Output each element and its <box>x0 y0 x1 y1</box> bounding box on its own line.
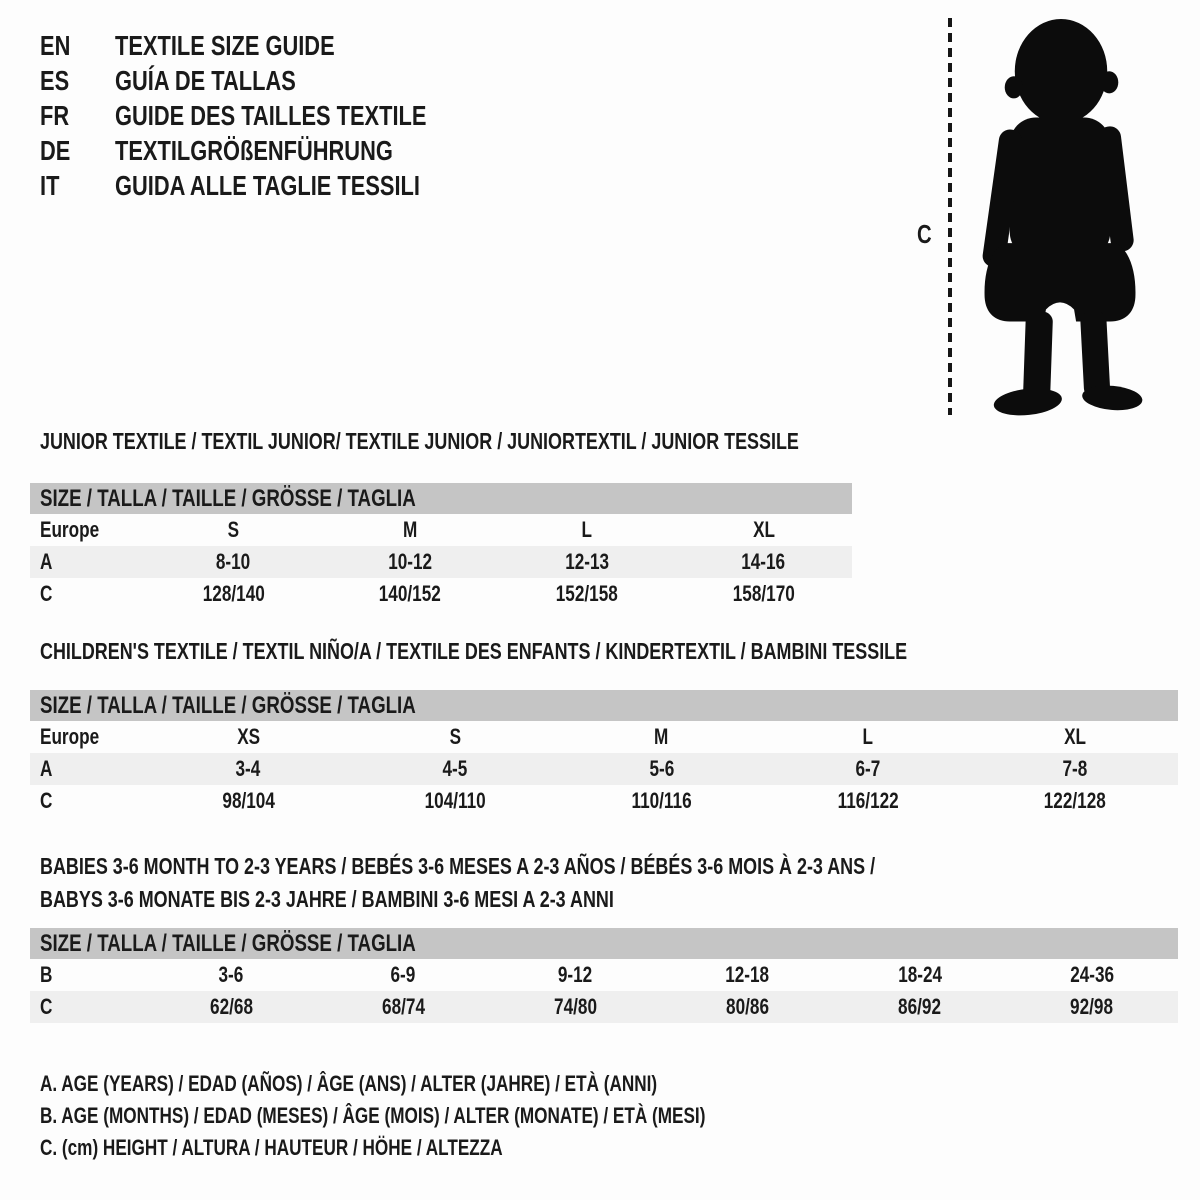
cell-value-text: M <box>654 724 669 749</box>
cell-value-text: 116/122 <box>837 788 899 813</box>
size-header-bar <box>30 483 852 514</box>
language-row <box>40 168 514 203</box>
table-row <box>30 514 852 546</box>
row-label <box>30 581 145 607</box>
size-table-children <box>30 690 1178 817</box>
cell-value-text: 128/140 <box>202 581 265 606</box>
cell-value-text: 9-12 <box>558 962 593 987</box>
language-row <box>40 98 514 133</box>
cell-value <box>1006 994 1178 1020</box>
cell-value <box>352 756 559 782</box>
cell-value-text: 152/158 <box>555 581 618 606</box>
cell-value-text: L <box>862 724 874 749</box>
language-title-block <box>40 28 514 203</box>
cell-value-text: 8-10 <box>216 549 251 574</box>
language-row <box>40 133 514 168</box>
cell-value <box>322 549 499 575</box>
size-table-junior <box>30 483 852 610</box>
row-label <box>30 788 145 814</box>
size-header-label: SIZE / TALLA / TAILLE / GRÖSSE / TAGLIA <box>40 929 416 957</box>
table-row <box>30 753 1178 785</box>
cell-value-text: 6-7 <box>855 756 881 781</box>
size-header-bar <box>30 690 1178 721</box>
section-babies-textile <box>30 850 1178 1023</box>
section-title: CHILDREN'S TEXTILE / TEXTIL NIÑO/A / TEXTILE DES ENFANTS / KINDERTEXTIL / BAMBINI TESSILE <box>40 638 908 664</box>
cell-value <box>558 788 765 814</box>
cell-value <box>145 581 322 607</box>
size-table-babies <box>30 928 1178 1023</box>
cell-value-text: S <box>227 517 240 542</box>
legend-line-b: B. AGE (MONTHS) / EDAD (MESES) / ÂGE (MOIS) / ALTER (MONATE) / ETÀ (MESI) <box>40 1103 706 1128</box>
table-row <box>30 991 1178 1023</box>
cell-value <box>1006 962 1178 988</box>
cell-value <box>765 756 972 782</box>
table-row <box>30 578 852 610</box>
baby-height-figure <box>915 14 1160 420</box>
cell-value-text: 24-36 <box>1069 962 1114 987</box>
guide-title: GUIDE DES TAILLES TEXTILE <box>115 99 427 131</box>
guide-title: GUIDA ALLE TAGLIE TESSILI <box>115 169 420 201</box>
cell-value-text: 5-6 <box>649 756 674 781</box>
section-title-line1: BABIES 3-6 MONTH TO 2-3 YEARS / BEBÉS 3-6 MESES A 2-3 AÑOS / BÉBÉS 3-6 MOIS À 2-3 ANS / <box>40 853 876 879</box>
cell-value-text: 14-16 <box>741 549 786 574</box>
cell-value <box>834 962 1006 988</box>
legend-line-a: A. AGE (YEARS) / EDAD (AÑOS) / ÂGE (ANS) / ALTER (JAHRE) / ETÀ (ANNI) <box>40 1071 658 1096</box>
cell-value <box>499 581 676 607</box>
row-label-text: Europe <box>40 724 100 749</box>
cell-value-text: 80/86 <box>726 994 770 1019</box>
row-label <box>30 994 145 1020</box>
row-label <box>30 756 145 782</box>
cell-value-text: 104/110 <box>424 788 486 813</box>
row-label-text: C <box>40 994 53 1019</box>
cell-value-text: M <box>402 517 418 542</box>
guide-title: GUÍA DE TALLAS <box>115 64 296 96</box>
language-code: EN <box>40 29 71 61</box>
cell-value-text: XS <box>236 724 260 749</box>
cell-value <box>145 962 317 988</box>
section-children-textile <box>30 640 1178 817</box>
height-dashed-line <box>948 18 952 415</box>
cell-value-text: 12-13 <box>564 549 609 574</box>
row-label <box>30 517 145 543</box>
cell-value <box>971 788 1178 814</box>
cell-value-text: 98/104 <box>222 788 275 813</box>
row-label-text: A <box>40 756 53 781</box>
cell-value <box>489 962 661 988</box>
cell-value <box>675 581 852 607</box>
height-measure-label: C <box>917 219 932 249</box>
legend <box>40 1068 893 1164</box>
cell-value-text: S <box>449 724 461 749</box>
row-label-text: A <box>40 549 53 574</box>
cell-value <box>145 517 322 543</box>
cell-value-text: L <box>581 517 593 542</box>
cell-value-text: 122/128 <box>1043 788 1106 813</box>
cell-value <box>499 549 676 575</box>
cell-value <box>317 994 489 1020</box>
section-title-line2: BABYS 3-6 MONATE BIS 2-3 JAHRE / BAMBINI 3-6 MESI A 2-3 ANNI <box>40 886 614 912</box>
table-row <box>30 721 1178 753</box>
cell-value <box>322 581 499 607</box>
cell-value-text: XL <box>752 517 775 542</box>
row-label <box>30 962 145 988</box>
guide-title: TEXTILE SIZE GUIDE <box>115 29 335 61</box>
cell-value-text: 74/80 <box>553 994 597 1019</box>
table-row <box>30 959 1178 991</box>
row-label <box>30 724 145 750</box>
cell-value-text: 10-12 <box>388 549 433 574</box>
cell-value-text: 7-8 <box>1062 756 1088 781</box>
cell-value <box>322 517 499 543</box>
cell-value-text: 110/116 <box>631 788 692 813</box>
table-row <box>30 546 852 578</box>
cell-value-text: 62/68 <box>209 994 253 1019</box>
row-label <box>30 549 145 575</box>
size-header-label: SIZE / TALLA / TAILLE / GRÖSSE / TAGLIA <box>40 484 416 512</box>
cell-value <box>834 994 1006 1020</box>
cell-value <box>765 724 972 750</box>
row-label-text: C <box>40 788 53 813</box>
guide-title: TEXTILGRÖßENFÜHRUNG <box>115 134 393 166</box>
cell-value-text: 3-6 <box>218 962 244 987</box>
cell-value <box>971 724 1178 750</box>
language-code: FR <box>40 99 70 131</box>
size-header-bar <box>30 928 1178 959</box>
cell-value <box>499 517 676 543</box>
cell-value-text: 6-9 <box>390 962 416 987</box>
cell-value-text: 68/74 <box>381 994 425 1019</box>
cell-value <box>662 994 834 1020</box>
cell-value <box>662 962 834 988</box>
table-row <box>30 785 1178 817</box>
cell-value <box>145 994 317 1020</box>
cell-value <box>352 724 559 750</box>
row-label-text: Europe <box>40 517 100 542</box>
size-header-label: SIZE / TALLA / TAILLE / GRÖSSE / TAGLIA <box>40 691 416 719</box>
cell-value <box>971 756 1178 782</box>
cell-value-text: 12-18 <box>725 962 770 987</box>
language-row <box>40 28 514 63</box>
language-code: IT <box>40 169 60 201</box>
cell-value <box>765 788 972 814</box>
cell-value <box>558 756 765 782</box>
language-row <box>40 63 514 98</box>
language-code: DE <box>40 134 71 166</box>
cell-value <box>352 788 559 814</box>
cell-value-text: 86/92 <box>898 994 942 1019</box>
cell-value <box>675 517 852 543</box>
cell-value <box>145 724 352 750</box>
cell-value <box>145 756 352 782</box>
language-code: ES <box>40 64 70 96</box>
cell-value <box>145 788 352 814</box>
legend-line-c: C. (cm) HEIGHT / ALTURA / HAUTEUR / HÖHE / ALTEZZA <box>40 1135 503 1160</box>
cell-value-text: 18-24 <box>897 962 942 987</box>
cell-value <box>317 962 489 988</box>
section-junior-textile <box>30 430 852 610</box>
section-title: JUNIOR TEXTILE / TEXTIL JUNIOR/ TEXTILE JUNIOR / JUNIORTEXTIL / JUNIOR TESSILE <box>40 428 799 454</box>
cell-value <box>675 549 852 575</box>
cell-value-text: 4-5 <box>442 756 468 781</box>
cell-value <box>489 994 661 1020</box>
cell-value-text: 158/170 <box>732 581 795 606</box>
cell-value <box>558 724 765 750</box>
cell-value <box>145 549 322 575</box>
cell-value-text: 3-4 <box>235 756 261 781</box>
row-label-text: B <box>40 962 53 987</box>
cell-value-text: 92/98 <box>1070 994 1114 1019</box>
baby-silhouette-icon <box>963 14 1155 416</box>
row-label-text: C <box>40 581 53 606</box>
cell-value-text: 140/152 <box>379 581 442 606</box>
cell-value-text: XL <box>1063 724 1086 749</box>
